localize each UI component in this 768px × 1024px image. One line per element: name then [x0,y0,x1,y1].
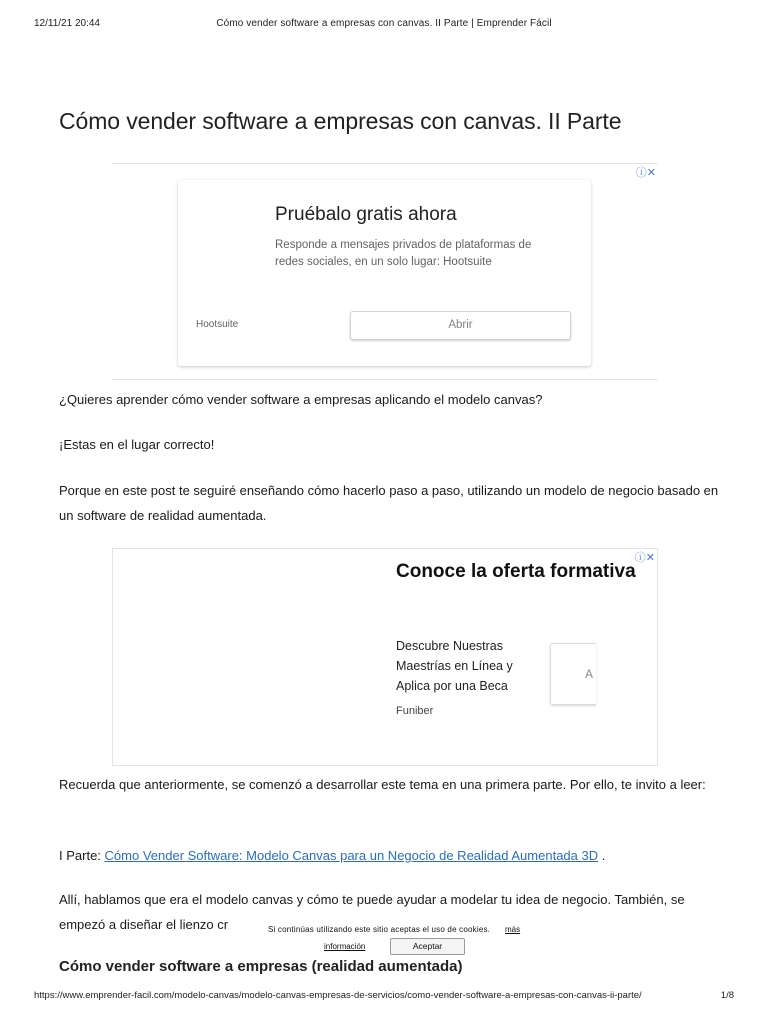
paragraph-intro: ¿Quieres aprender cómo vender software a empresas aplicando el modelo canvas? [59,392,543,407]
print-header [34,18,734,32]
ad-headline[interactable]: Pruébalo gratis ahora [275,204,457,225]
paragraph-exclaim: ¡Estas en el lugar correcto! [59,437,215,452]
paragraph-recap: Allí, hablamos que era el modelo canvas y cómo te puede ayudar a modelar tu idea de negocio. También, se empezó a diseñar el lienzo cr [59,892,685,932]
print-date: 12/11/21 20:44 [34,18,100,29]
part-one-link[interactable]: Cómo Vender Software: Modelo Canvas para un Negocio de Realidad Aumentada 3D [104,848,599,863]
section-heading: Cómo vender software a empresas (realidad aumentada) [59,958,463,975]
ad-body: Responde a mensajes privados de plataformas de redes sociales, en un solo lugar: Hootsuite [275,239,532,268]
paragraph-purpose: Porque en este post te seguiré enseñando cómo hacerlo paso a paso, utilizando un modelo de negocio basado en un software de realidad aumentada. [59,483,719,523]
cookie-info-link[interactable]: información [324,942,366,951]
ad-card[interactable] [178,180,591,366]
ad-body: Descubre Nuestras Maestrías en Línea y Aplica por una Beca [396,639,513,693]
cookie-more-link[interactable]: más [505,925,521,934]
ad-banner-funiber[interactable] [112,548,658,766]
article-title: Cómo vender software a empresas con canvas. II Parte [59,108,622,134]
cookie-accept-button[interactable]: Aceptar [390,938,465,955]
part-one-suffix: . [598,848,606,863]
print-document-title: Cómo vender software a empresas con canvas. II Parte | Emprender Fácil [216,18,552,29]
print-footer [34,990,734,1004]
paragraph-part-one-link [59,843,709,868]
ad-headline[interactable]: Conoce la oferta formativa [396,561,636,582]
print-page-number: 1/8 [720,990,734,1001]
ad-brand: Hootsuite [196,319,239,330]
cookie-text: Si continúas utilizando este sitio aceptas el uso de cookies. [268,925,491,934]
ad-choices-icon[interactable]: ⓘ✕ [634,552,655,564]
part-one-prefix: I Parte: [59,848,105,863]
ad-open-button[interactable]: Abrir [350,311,571,340]
cookie-banner [268,922,526,956]
ad-choices-icon[interactable]: ⓘ✕ [635,167,656,179]
ad-brand: Funiber [396,705,434,717]
print-url: https://www.emprender-facil.com/modelo-canvas/modelo-canvas-empresas-de-servicios/como-vender-software-a-empresas-con-canvas-ii-parte/ [34,990,642,1001]
paragraph-reminder: Recuerda que anteriormente, se comenzó a desarrollar este tema en una primera parte. Por ello, te invito a leer: [59,777,706,792]
ad-banner-hootsuite[interactable] [112,163,658,380]
ad-open-button[interactable]: A [550,643,596,705]
